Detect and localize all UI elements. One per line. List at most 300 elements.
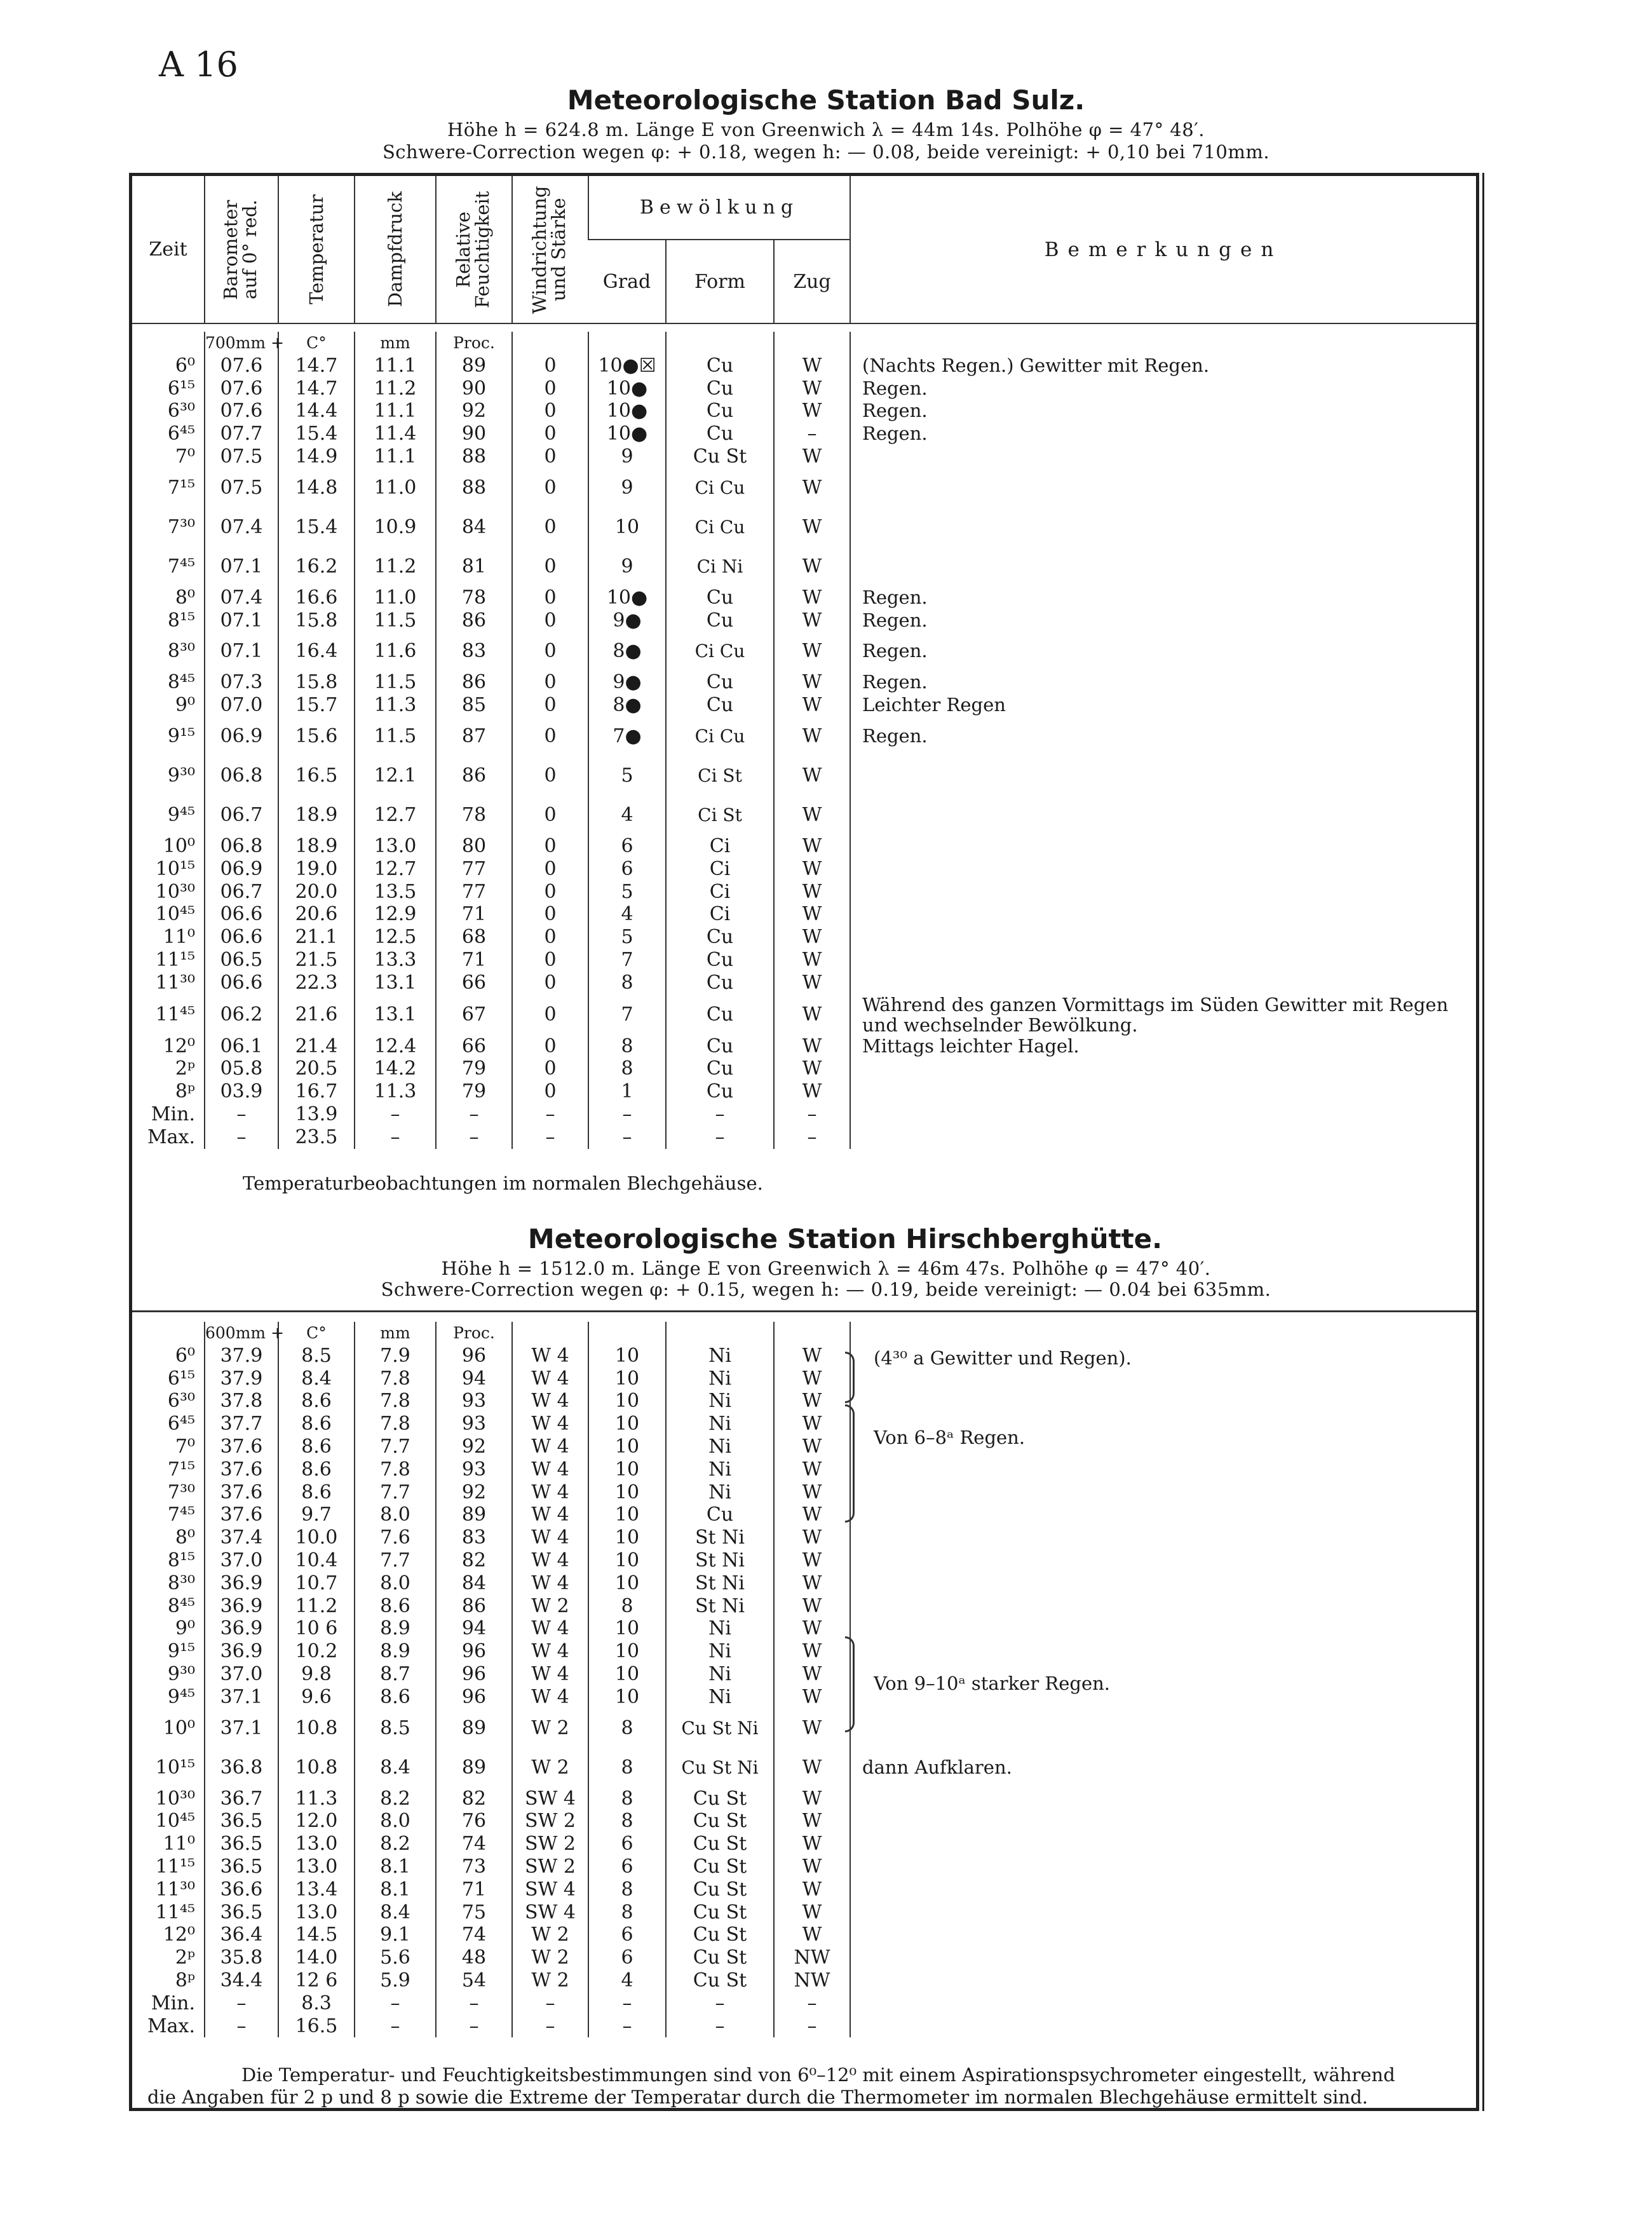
cell-grad: 10 [588,1617,666,1640]
cell-bemerkung [850,796,1476,835]
cell-barometer: 06.2 [205,995,278,1035]
cell-wind: W 4 [512,1368,588,1390]
cell-wind: W 2 [512,1946,588,1969]
table-row [132,400,1476,423]
cell-form: Ci St [666,796,774,835]
cell-dampfdruck: 12.5 [355,926,436,949]
cell-grad: 4 [588,903,666,926]
cell-bemerkung [850,1946,1476,1969]
cell-form: Cu St [666,1946,774,1969]
cell-barometer: 06.7 [205,881,278,904]
cell-wind: 0 [512,949,588,972]
cell-form: Ci [666,903,774,926]
cell-bemerkung: Regen. [850,377,1476,400]
cell-zug: W [774,445,850,468]
cell-grad: 9● [588,671,666,694]
cell-zeit: 11⁰ [163,1833,195,1856]
cell-feuchtigkeit: – [436,1103,512,1126]
cell-zug: W [774,1080,850,1103]
cell-dampfdruck: 8.2 [355,1788,436,1810]
cell-form: – [666,2015,774,2038]
table-row [132,858,1476,881]
cell-barometer: – [205,2015,278,2038]
cell-barometer: 06.6 [205,972,278,995]
cell-dampfdruck: 11.2 [355,377,436,400]
cell-zeit: 8³⁰ [167,1572,195,1594]
unit-barometer: 600mm + [205,1322,278,1345]
header-zeit: Zeit [149,238,187,261]
cell-grad: 5 [588,926,666,949]
cell-grad: 8 [588,1788,666,1810]
header-temperatur: Temperatur [306,194,327,304]
cell-feuchtigkeit: 96 [436,1640,512,1663]
cell-grad: 4 [588,796,666,835]
cell-feuchtigkeit: 79 [436,1080,512,1103]
cell-bemerkung [850,1368,1476,1390]
table-row [132,355,1476,377]
cell-bemerkung: Regen. [850,632,1476,671]
cell-zeit: 12⁰ [163,1035,195,1057]
cell-temperatur: 21.6 [278,995,355,1035]
cell-form: Ci Cu [666,468,774,508]
cell-temperatur: 20.0 [278,881,355,904]
cell-zeit: 6⁴⁵ [167,1413,195,1436]
cell-feuchtigkeit: 75 [436,1901,512,1924]
cell-feuchtigkeit: 83 [436,1526,512,1549]
cell-zeit: 9¹⁵ [167,1640,195,1663]
table-row [132,926,1476,949]
cell-form: Ni [666,1413,774,1436]
unit-feuchtigkeit: Proc. [436,1322,512,1345]
cell-zug: W [774,1413,850,1436]
unit-zeit [132,332,205,355]
cell-wind: W 4 [512,1458,588,1481]
cell-barometer: 37.6 [205,1504,278,1526]
cell-temperatur: 8.6 [278,1436,355,1458]
cell-feuchtigkeit: 96 [436,1663,512,1686]
table-row [132,1526,1476,1549]
cell-temperatur: 16.7 [278,1080,355,1103]
cell-form: Ni [666,1368,774,1390]
cell-wind: 0 [512,587,588,609]
cell-temperatur: 19.0 [278,858,355,881]
cell-barometer: 37.6 [205,1436,278,1458]
cell-feuchtigkeit: 82 [436,1788,512,1810]
header-bewoelkung: Bewölkung [588,176,850,240]
cell-grad: 10 [588,1390,666,1413]
cell-barometer: 06.5 [205,949,278,972]
cell-barometer: 37.6 [205,1458,278,1481]
table-row [132,671,1476,694]
cell-form: Cu St Ni [666,1709,774,1748]
cell-dampfdruck: 11.4 [355,423,436,445]
cell-bemerkung [850,445,1476,468]
cell-wind: 0 [512,903,588,926]
cell-zug: – [774,1992,850,2015]
cell-grad: 8 [588,972,666,995]
cell-dampfdruck: 11.5 [355,609,436,632]
cell-temperatur: 15.7 [278,694,355,717]
unit-zug [774,1322,850,1345]
cell-zeit: 8⁴⁵ [167,1594,195,1617]
cell-feuchtigkeit: 68 [436,926,512,949]
cell-barometer: 37.4 [205,1526,278,1549]
cell-bemerkung [850,1103,1476,1126]
cell-dampfdruck: 8.9 [355,1617,436,1640]
cell-zug: W [774,1390,850,1413]
cell-feuchtigkeit: 92 [436,1436,512,1458]
cell-feuchtigkeit: 90 [436,423,512,445]
cell-wind: W 4 [512,1617,588,1640]
cell-feuchtigkeit: 93 [436,1413,512,1436]
cell-zug: W [774,1345,850,1368]
cell-feuchtigkeit: 77 [436,858,512,881]
cell-zeit: 2ᵖ [175,1946,195,1969]
cell-form: Cu St [666,1856,774,1878]
cell-zug: W [774,1481,850,1504]
cell-zeit: 8⁰ [175,586,195,609]
cell-wind: W 4 [512,1549,588,1572]
cell-wind: W 4 [512,1436,588,1458]
cell-feuchtigkeit: 74 [436,1924,512,1946]
cell-zeit: 9¹⁵ [167,725,195,748]
cell-bemerkung [850,903,1476,926]
station2-location: Höhe h = 1512.0 m. Länge E von Greenwich λ = 46m 47s. Polhöhe φ = 47° 40′. [441,1258,1211,1279]
cell-dampfdruck: 13.0 [355,835,436,858]
unit-zug [774,332,850,355]
unit-bemerkung [850,1322,1476,1345]
cell-zug: W [774,1878,850,1901]
cell-temperatur: 8.3 [278,1992,355,2015]
cell-bemerkung [850,1617,1476,1640]
cell-dampfdruck: 11.6 [355,632,436,671]
cell-form: Cu [666,377,774,400]
table-row [132,717,1476,756]
cell-dampfdruck: – [355,2015,436,2038]
cell-zeit: 10⁴⁵ [155,1810,195,1833]
cell-temperatur: 21.4 [278,1035,355,1058]
cell-feuchtigkeit: 94 [436,1368,512,1390]
cell-barometer: 07.5 [205,445,278,468]
cell-feuchtigkeit: 48 [436,1946,512,1969]
cell-barometer: 06.8 [205,756,278,796]
cell-dampfdruck: – [355,1103,436,1126]
cell-wind: 0 [512,1035,588,1058]
cell-feuchtigkeit: 54 [436,1969,512,1992]
cell-grad: 6 [588,835,666,858]
cell-zug: – [774,423,850,445]
cell-temperatur: 12.0 [278,1810,355,1833]
cell-grad: 6 [588,858,666,881]
cell-zug: W [774,1526,850,1549]
cell-dampfdruck: 7.6 [355,1526,436,1549]
cell-bemerkung [850,1458,1476,1481]
cell-zug: W [774,694,850,717]
units-row [132,1322,1476,1345]
cell-wind: 0 [512,468,588,508]
cell-zug: W [774,926,850,949]
cell-temperatur: 10.8 [278,1748,355,1788]
cell-grad: 8 [588,1748,666,1788]
table-row [132,1946,1476,1969]
cell-form: Cu St [666,1810,774,1833]
cell-dampfdruck: 11.0 [355,587,436,609]
cell-bemerkung [850,468,1476,508]
cell-wind: – [512,1126,588,1149]
cell-zeit: 7³⁰ [167,1481,195,1504]
cell-zug: W [774,671,850,694]
cell-grad: 10 [588,1345,666,1368]
cell-bemerkung [850,1810,1476,1833]
cell-dampfdruck: 7.7 [355,1436,436,1458]
cell-wind: 0 [512,756,588,796]
cell-grad: 6 [588,1924,666,1946]
table-row [132,1686,1476,1709]
cell-zeit: 10³⁰ [155,1787,195,1810]
cell-dampfdruck: 7.8 [355,1368,436,1390]
cell-dampfdruck: 13.1 [355,972,436,995]
cell-feuchtigkeit: 76 [436,1810,512,1833]
cell-bemerkung: Regen. [850,717,1476,756]
cell-form: Ni [666,1390,774,1413]
cell-grad: 10 [588,1663,666,1686]
cell-form: Ni [666,1345,774,1368]
cell-wind: 0 [512,694,588,717]
unit-grad [588,332,666,355]
cell-dampfdruck: 8.9 [355,1640,436,1663]
cell-form: Cu [666,1035,774,1058]
cell-zug: W [774,400,850,423]
cell-wind: – [512,1103,588,1126]
cell-zug: W [774,1856,850,1878]
header-bemerkungen: Bemerkungen [850,176,1476,323]
cell-zug: W [774,1663,850,1686]
table-row [132,1901,1476,1924]
cell-temperatur: 20.5 [278,1057,355,1080]
cell-zeit: 6⁴⁵ [167,423,195,445]
cell-grad: 10●☒ [588,355,666,377]
cell-dampfdruck: 11.1 [355,400,436,423]
cell-form: Cu St Ni [666,1748,774,1788]
cell-bemerkung: Regen. [850,423,1476,445]
cell-dampfdruck: 7.7 [355,1549,436,1572]
cell-grad: 6 [588,1833,666,1856]
cell-dampfdruck: 8.7 [355,1663,436,1686]
cell-zug: NW [774,1969,850,1992]
table-row [132,1969,1476,1992]
unit-dampfdruck: mm [355,1322,436,1345]
table-row [132,1126,1476,1149]
cell-feuchtigkeit: 86 [436,1595,512,1618]
cell-form: Cu [666,423,774,445]
table-row [132,1345,1476,1368]
cell-wind: W 4 [512,1526,588,1549]
cell-feuchtigkeit: 66 [436,1035,512,1058]
cell-feuchtigkeit: 78 [436,587,512,609]
cell-grad: 7● [588,717,666,756]
cell-zeit: 8ᵖ [175,1080,195,1103]
cell-barometer: 36.9 [205,1640,278,1663]
cell-bemerkung: (Nachts Regen.) Gewitter mit Regen. [850,355,1476,377]
cell-barometer: 07.6 [205,400,278,423]
table-row [132,1878,1476,1901]
table-row [132,468,1476,508]
cell-feuchtigkeit: 80 [436,835,512,858]
cell-bemerkung [850,858,1476,881]
table-row [132,1663,1476,1686]
cell-zug: W [774,756,850,796]
cell-barometer: 37.9 [205,1368,278,1390]
cell-form: St Ni [666,1549,774,1572]
cell-barometer: 07.1 [205,632,278,671]
cell-dampfdruck: 14.2 [355,1057,436,1080]
cell-bemerkung: Regen. [850,671,1476,694]
cell-feuchtigkeit: 92 [436,400,512,423]
units-row [132,332,1476,355]
cell-zeit: Min. [151,1103,195,1125]
cell-zug: NW [774,1946,850,1969]
unit-wind [512,332,588,355]
cell-dampfdruck: 9.1 [355,1924,436,1946]
table-row [132,995,1476,1035]
cell-feuchtigkeit: 88 [436,445,512,468]
cell-barometer: 37.8 [205,1390,278,1413]
cell-temperatur: 15.8 [278,671,355,694]
unit-grad [588,1322,666,1345]
cell-zeit: 9⁴⁵ [167,1685,195,1708]
cell-temperatur: 15.8 [278,609,355,632]
cell-barometer: 35.8 [205,1946,278,1969]
cell-dampfdruck: 5.6 [355,1946,436,1969]
cell-bemerkung: dann Aufklaren. [850,1748,1476,1788]
cell-zeit: 7¹⁵ [167,476,195,499]
cell-feuchtigkeit: 89 [436,1504,512,1526]
cell-zeit: 11¹⁵ [155,948,195,971]
cell-grad: – [588,1126,666,1149]
cell-bemerkung [850,881,1476,904]
cell-grad: – [588,1992,666,2015]
cell-form: Cu [666,671,774,694]
cell-temperatur: 10.0 [278,1526,355,1549]
cell-barometer: – [205,1103,278,1126]
cell-zug: W [774,1748,850,1788]
table-row [132,835,1476,858]
cell-zeit: 6¹⁵ [167,1367,195,1390]
station2-separator [132,1310,1476,1312]
table-row [132,445,1476,468]
cell-zeit: 9³⁰ [167,1662,195,1685]
cell-feuchtigkeit: 83 [436,632,512,671]
cell-zug: – [774,1126,850,1149]
cell-zug: W [774,1901,850,1924]
cell-temperatur: 14.0 [278,1946,355,1969]
cell-bemerkung [850,926,1476,949]
cell-temperatur: 9.6 [278,1686,355,1709]
cell-feuchtigkeit: 88 [436,468,512,508]
header-zug: Zug [774,240,850,323]
cell-grad: 9 [588,445,666,468]
cell-temperatur: 10.8 [278,1709,355,1748]
cell-grad: 10 [588,1640,666,1663]
cell-dampfdruck: 11.2 [355,547,436,587]
cell-bemerkung [850,1549,1476,1572]
cell-form: Cu [666,995,774,1035]
cell-grad: 1 [588,1080,666,1103]
cell-temperatur: 22.3 [278,972,355,995]
remark-brace-2 [845,1404,855,1523]
cell-zug: W [774,1617,850,1640]
cell-temperatur: 8.6 [278,1413,355,1436]
station2-title: Meteorologische Station Hirschberghütte. [527,1223,1163,1254]
unit-bemerkung [850,332,1476,355]
cell-temperatur: 15.4 [278,423,355,445]
cell-zeit: Max. [147,1125,195,1148]
cell-bemerkung [850,1526,1476,1549]
cell-feuchtigkeit: 93 [436,1458,512,1481]
cell-form: Ci Cu [666,717,774,756]
cell-feuchtigkeit: 89 [436,1709,512,1748]
cell-zug: W [774,377,850,400]
cell-temperatur: 14.4 [278,400,355,423]
cell-dampfdruck: 8.6 [355,1595,436,1618]
cell-zug: W [774,717,850,756]
cell-grad: 8● [588,632,666,671]
cell-zug: W [774,1057,850,1080]
cell-barometer: 07.3 [205,671,278,694]
table-row [132,1856,1476,1878]
cell-zeit: 11³⁰ [155,1878,195,1901]
cell-zeit: 10⁴⁵ [155,903,195,926]
cell-zug: W [774,1709,850,1748]
cell-temperatur: 16.6 [278,587,355,609]
station1-location: Höhe h = 624.8 m. Länge E von Greenwich λ = 44m 14s. Polhöhe φ = 47° 48′. [447,119,1205,140]
cell-barometer: 07.6 [205,355,278,377]
cell-feuchtigkeit: 74 [436,1833,512,1856]
cell-wind: 0 [512,671,588,694]
cell-wind: W 4 [512,1504,588,1526]
cell-zeit: 10⁰ [163,834,195,857]
cell-zeit: 11¹⁵ [155,1855,195,1878]
cell-form: Cu St [666,1969,774,1992]
cell-grad: 9● [588,609,666,632]
station2-remark-2: Von 6–8ᵃ Regen. [874,1427,1026,1448]
cell-barometer: 06.6 [205,903,278,926]
table-row [132,1080,1476,1103]
cell-feuchtigkeit: 66 [436,972,512,995]
cell-form: Cu St [666,1833,774,1856]
cell-bemerkung [850,508,1476,547]
cell-bemerkung [850,1788,1476,1810]
cell-wind: 0 [512,881,588,904]
cell-bemerkung [850,1833,1476,1856]
cell-wind: 0 [512,972,588,995]
cell-form: Ni [666,1640,774,1663]
cell-zug: W [774,587,850,609]
cell-feuchtigkeit: 79 [436,1057,512,1080]
station1-title: Meteorologische Station Bad Sulz. [567,85,1085,116]
cell-bemerkung: Regen. [850,587,1476,609]
cell-form: Ci [666,835,774,858]
cell-zug: W [774,949,850,972]
table-row [132,1572,1476,1595]
cell-barometer: 03.9 [205,1080,278,1103]
cell-barometer: 37.6 [205,1481,278,1504]
cell-dampfdruck: 8.1 [355,1856,436,1878]
cell-form: Ci [666,858,774,881]
cell-zug: W [774,796,850,835]
header-dampfdruck: Dampfdruck [384,191,406,308]
cell-form: Ni [666,1458,774,1481]
